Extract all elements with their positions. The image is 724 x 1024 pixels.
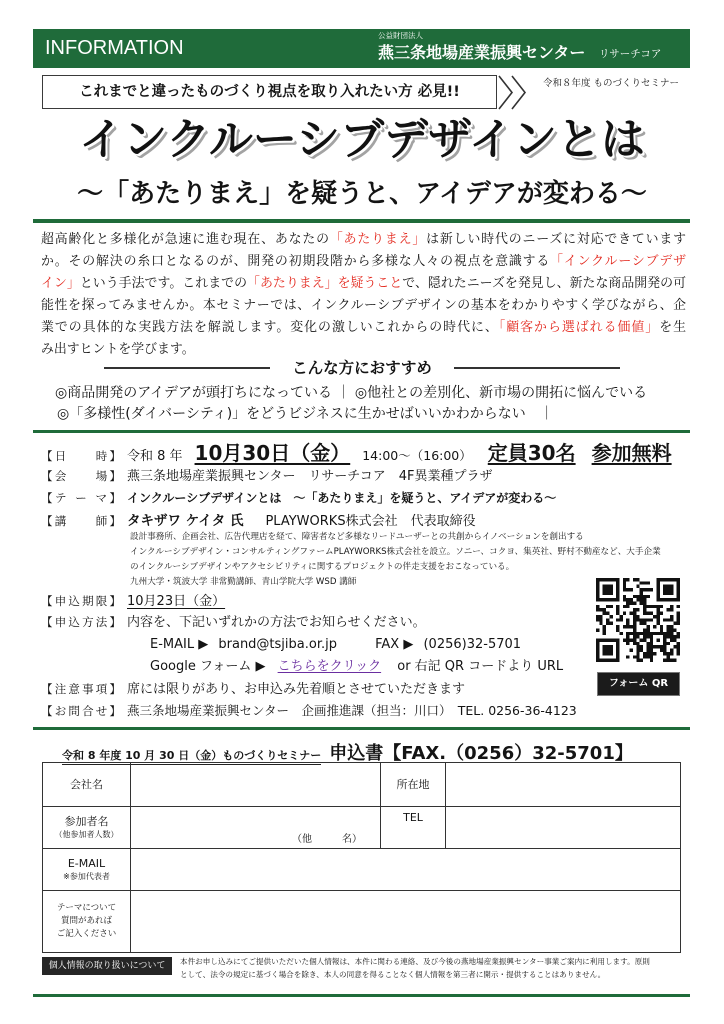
contact-value: 燕三条地場産業振興センター 企画推進課（担当：川口） TEL. 0256-36-4123 — [127, 703, 577, 718]
intro-highlight-text: 「あたりまえ」を疑うこと — [247, 276, 403, 291]
detail-row-date — [41, 441, 672, 465]
date-era: 令和 8 年 — [127, 449, 183, 464]
divider — [454, 367, 620, 369]
participant-field — [131, 807, 381, 849]
address-field — [446, 763, 681, 807]
detail-label: 【テ ー マ】 — [41, 491, 121, 505]
question-field — [131, 891, 681, 953]
fax-number: (0256)32-5701 — [423, 637, 522, 652]
divider — [33, 994, 690, 997]
email-label-cell — [43, 849, 131, 891]
lecturer-bio-line: 九州大学・筑波大学 非常勤講師、青山学院大学 WSD 講師 — [130, 577, 357, 587]
question-label-line: ご記入ください — [56, 929, 117, 939]
company-field — [131, 763, 381, 807]
lecturer-bio-line: インクルーシブデザイン・コンサルティングファームPLAYWORKS株式会社を設立。ソニー、コクヨ、集英社、野村不動産など、大手企業 — [130, 547, 661, 557]
divider — [33, 727, 690, 730]
detail-label: 【会 場】 — [41, 469, 121, 483]
form-email-label: E-MAIL — [67, 857, 106, 870]
org-unit: リサーチコア — [599, 48, 662, 60]
date-time: 14:00〜（16:00） — [362, 448, 472, 463]
page-subtitle: 〜「あたりまえ」を疑うと、アイデアが変わる〜 — [77, 179, 647, 209]
intro-text: を生 — [659, 320, 686, 335]
intro-line — [41, 317, 686, 339]
table-row — [43, 849, 681, 891]
intro-text: 超高齢化と多様化が急速に進む現在、あなたの — [41, 232, 330, 247]
header-bar — [33, 29, 690, 68]
detail-row-venue — [41, 465, 492, 487]
form-heading-event: 令和 8 年度 10 月 30 日（金）ものづくりセミナー — [62, 747, 321, 765]
intro-line — [41, 295, 686, 317]
detail-label: 【講 師】 — [41, 514, 121, 528]
deadline-value: 10月23日（金） — [127, 594, 226, 609]
method-google-form — [150, 656, 563, 678]
detail-row-deadline — [41, 590, 225, 612]
fax-label: FAX ▶ — [375, 637, 414, 652]
org-name: 燕三条地場産業振興センター — [378, 43, 586, 62]
intro-text: で、隠れたニーズを発見し、新たな商品開発の可 — [402, 276, 686, 291]
detail-row-notice — [41, 678, 465, 700]
question-label-line: テーマについて — [56, 903, 117, 913]
tel-label: TEL — [381, 807, 446, 849]
fee: 参加無料 — [591, 441, 672, 465]
intro-line — [41, 251, 686, 273]
capacity: 定員30名 — [487, 441, 576, 465]
intro-line — [41, 273, 686, 295]
question-label-cell — [43, 891, 131, 953]
detail-row-contact — [41, 700, 577, 722]
table-row — [43, 891, 681, 953]
detail-label: 【申込期限】 — [41, 594, 121, 608]
information-label: INFORMATION — [45, 37, 184, 59]
venue-value: 燕三条地場産業振興センター リサーチコア 4F異業種プラザ — [127, 469, 493, 484]
table-row — [43, 807, 681, 849]
lecturer-bio-line: のインクルーシブデザインやアクセシビリティに関するプロジェクトの伴走支援をおこなっている。 — [130, 562, 515, 572]
intro-highlight-text: イン」 — [41, 276, 80, 291]
participant-sub-label: （他参加者人数） — [54, 830, 119, 839]
target-callout: これまでと違ったものづくり視点を取り入れたい方 必見!! — [42, 75, 497, 109]
lecturer-name: タキザワ ケイタ 氏 — [127, 513, 244, 529]
privacy-label: 個人情報の取り扱いについて — [42, 957, 172, 975]
detail-row-theme — [41, 487, 556, 509]
form-heading-fax: 申込書【FAX.（0256）32-5701】 — [329, 743, 633, 764]
detail-row-lecturer — [41, 510, 476, 532]
intro-line — [41, 229, 686, 251]
method-value: 内容を、下記いずれかの方法でお知らせください。 — [127, 615, 426, 630]
recommend-item: ◎「多様性(ダイバーシティ)」をどうビジネスに生かせばいいかわからない ｜ — [57, 406, 554, 422]
company-label: 会社名 — [43, 763, 131, 807]
privacy-text-line: として、法令の規定に基づく場合を除き、本人の同意を得ることなく個人情報を第三者に開示・提供することはありません。 — [180, 970, 606, 979]
privacy-text — [180, 955, 685, 981]
table-row — [43, 763, 681, 807]
google-form-label: Google フォーム ▶ — [150, 659, 266, 674]
google-form-suffix: or 右記 QR コードより URL — [397, 659, 564, 674]
intro-highlight-text: 「あたりまえ」 — [329, 232, 427, 247]
detail-label: 【お問合せ】 — [41, 704, 121, 718]
detail-label: 【日 時】 — [41, 449, 121, 463]
intro-text: は新しい時代のニーズに対応できています — [426, 232, 686, 247]
intro-text: という手法です。これまでの — [79, 276, 248, 291]
qr-label: フォーム QR — [597, 672, 680, 696]
form-email-sub-label: ※参加代表者 — [63, 872, 110, 881]
intro-text: 能性を探ってみませんか。本セミナーでは、インクルーシブデザインの基本をわかりやすく学びながら、企 — [41, 298, 686, 313]
method-email-fax — [150, 634, 521, 656]
email-label: E-MAIL ▶ — [150, 637, 209, 652]
google-form-link[interactable]: こちらをクリック — [277, 659, 382, 674]
participant-label: 参加者名 — [64, 815, 109, 828]
participant-label-cell — [43, 807, 131, 849]
date-day: 10月30日（金） — [194, 441, 351, 465]
address-label: 所在地 — [381, 763, 446, 807]
detail-label: 【注意事項】 — [41, 682, 121, 696]
recommend-heading — [0, 357, 724, 379]
double-chevron-right-icon — [497, 75, 529, 110]
detail-label: 【申込方法】 — [41, 615, 121, 629]
divider — [104, 367, 270, 369]
recommend-item: ◎商品開発のアイデアが頭打ちになっている ｜ ◎他社との差別化、新市場の開拓に悩んでいる — [55, 385, 648, 401]
divider — [33, 430, 690, 433]
org-type: 公益財団法人 — [378, 31, 423, 40]
intro-text: 業での具体的な実践方法を解説します。変化の激しいこれからの時代に、 — [41, 320, 499, 335]
recommend-title: こんな方におすすめ — [292, 359, 432, 377]
lecturer-affiliation: PLAYWORKS株式会社 代表取締役 — [265, 514, 476, 529]
others-count-label: （他 名） — [292, 834, 362, 845]
tel-field — [446, 807, 681, 849]
series-label: 令和８年度 ものづくりセミナー — [543, 78, 680, 89]
qr-code — [596, 578, 680, 662]
notice-value: 席には限りがあり、お申込み先着順とさせていただきます — [127, 682, 466, 697]
privacy-text-line: 本件お申し込みにてご提供いただいた個人情報は、本件に関わる連絡、及び今後の燕地場産業振興センター事業ご案内に利用します。原則 — [180, 957, 650, 966]
form-heading — [62, 739, 633, 763]
intro-highlight-text: 「インクルーシブデザ — [550, 254, 686, 269]
divider — [33, 219, 690, 223]
lecturer-bio-line: 設計事務所、企画会社、広告代理店を経て、障害者など多様なリードユーザーとの共創からイノベーションを創出する — [130, 532, 584, 542]
question-label-line: 質問があれば — [60, 916, 112, 926]
email-address: brand@tsjiba.or.jp — [218, 637, 337, 652]
intro-highlight-text: 「顧客から選ばれる価値」 — [498, 320, 660, 335]
page-title: インクルーシブデザインとは — [79, 114, 645, 165]
detail-row-method — [41, 611, 426, 633]
theme-value: インクルーシブデザインとは 〜「あたりまえ」を疑うと、アイデアが変わる〜 — [127, 491, 557, 505]
email-field — [131, 849, 681, 891]
intro-text: み出すヒントを学びます。 — [41, 342, 195, 357]
intro-text: か。その解決の糸口となるのが、開発の初期段階から多様な人々の視点を意識する — [41, 254, 551, 269]
application-form-table — [42, 762, 681, 953]
intro-paragraph — [41, 229, 686, 361]
